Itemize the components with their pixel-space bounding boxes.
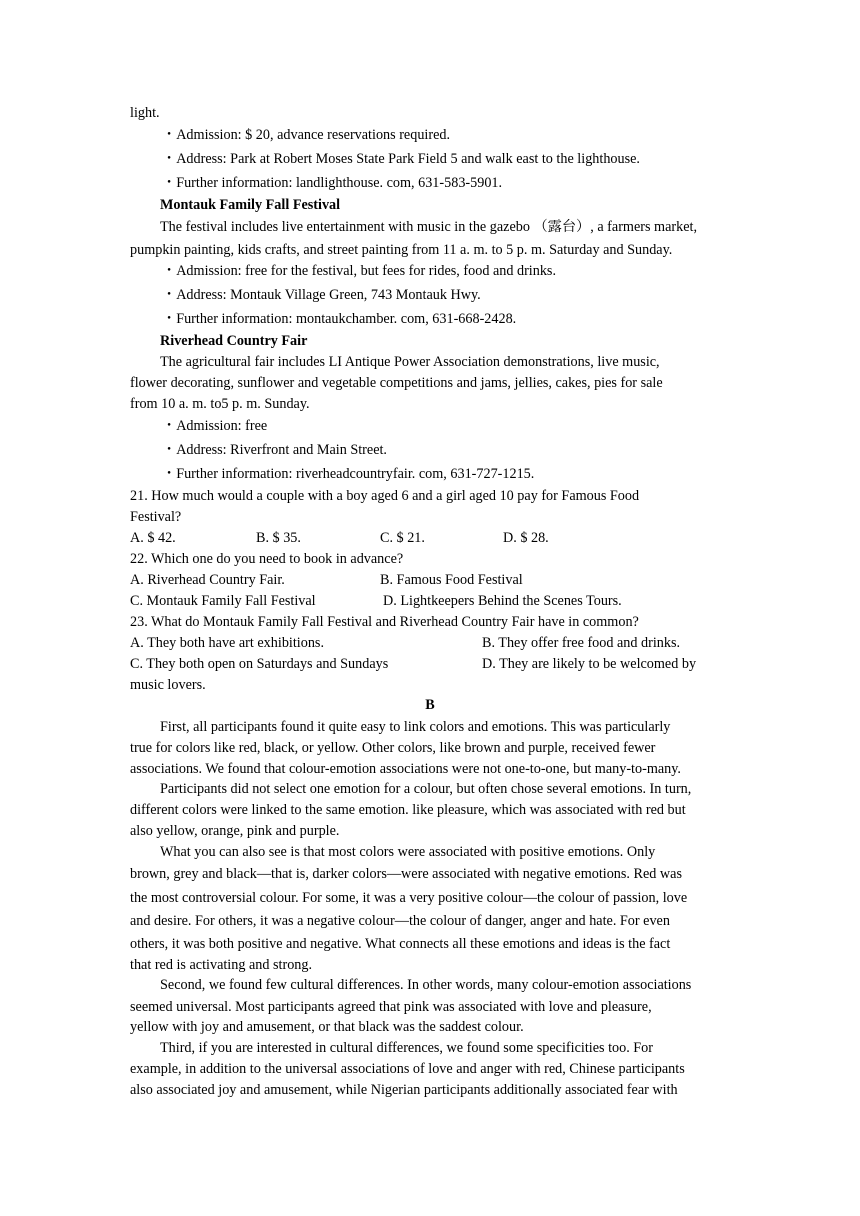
question-stem: 21. How much would a couple with a boy aged 6 and a girl aged 10 pay for Famous Food <box>130 488 640 504</box>
info-line: ・Admission: free <box>162 418 268 434</box>
answer-option: B. $ 35. <box>256 530 301 546</box>
paragraph-line: that red is activating and strong. <box>130 957 313 973</box>
info-line: ・Admission: free for the festival, but fees for rides, food and drinks. <box>162 263 557 279</box>
answer-option: C. Montauk Family Fall Festival <box>130 593 316 609</box>
paragraph-line: yellow with joy and amusement, or that black was the saddest colour. <box>130 1019 524 1035</box>
question-stem: Festival? <box>130 509 182 525</box>
paragraph-line: the most controversial colour. For some, it was a very positive colour—the colour of passion, love <box>130 890 688 906</box>
question-stem: 23. What do Montauk Family Fall Festival and Riverhead Country Fair have in common? <box>130 614 639 630</box>
paragraph-line: brown, grey and black—that is, darker colors—were associated with negative emotions. Red was <box>130 866 682 882</box>
text-line: flower decorating, sunflower and vegetable competitions and jams, jellies, cakes, pies for sale <box>130 375 663 391</box>
paragraph-line: What you can also see is that most colors were associated with positive emotions. Only <box>160 844 656 860</box>
text-line: pumpkin painting, kids crafts, and street painting from 11 a. m. to 5 p. m. Saturday and Sunday. <box>130 242 673 258</box>
paragraph-line: Participants did not select one emotion for a colour, but often chose several emotions. In turn, <box>160 781 692 797</box>
info-line: ・Further information: riverheadcountryfair. com, 631-727-1215. <box>162 466 535 482</box>
question-stem: 22. Which one do you need to book in advance? <box>130 551 404 567</box>
answer-option: D. Lightkeepers Behind the Scenes Tours. <box>383 593 622 609</box>
paragraph-line: also associated joy and amusement, while Nigerian participants additionally associated fear with <box>130 1082 678 1098</box>
info-line: ・Further information: montaukchamber. com, 631-668-2428. <box>162 311 517 327</box>
paragraph-line: others, it was both positive and negative. What connects all these emotions and ideas is the fact <box>130 936 671 952</box>
info-line: ・Address: Montauk Village Green, 743 Montauk Hwy. <box>162 287 481 303</box>
answer-option: D. They are likely to be welcomed by <box>482 656 697 672</box>
info-line: ・Further information: landlighthouse. com, 631-583-5901. <box>162 175 503 191</box>
paragraph-line: and desire. For others, it was a negative colour—the colour of danger, anger and hate. For even <box>130 913 670 929</box>
info-line: ・Address: Park at Robert Moses State Park Field 5 and walk east to the lighthouse. <box>162 151 640 167</box>
paragraph-line: also yellow, orange, pink and purple. <box>130 823 340 839</box>
paragraph-line: associations. We found that colour-emotion associations were not one-to-one, but many-to-many. <box>130 761 681 777</box>
answer-option: C. $ 21. <box>380 530 425 546</box>
paragraph-line: different colors were linked to the same emotion. like pleasure, which was associated with red but <box>130 802 686 818</box>
event-title: Riverhead Country Fair <box>160 333 308 349</box>
info-line: ・Address: Riverfront and Main Street. <box>162 442 387 458</box>
answer-option: D. $ 28. <box>503 530 549 546</box>
info-line: ・Admission: $ 20, advance reservations required. <box>162 127 451 143</box>
section-heading: B <box>425 697 435 713</box>
text-line: music lovers. <box>130 677 206 693</box>
text-line: from 10 a. m. to5 p. m. Sunday. <box>130 396 310 412</box>
paragraph-line: First, all participants found it quite easy to link colors and emotions. This was particularly <box>160 719 671 735</box>
paragraph-line: Third, if you are interested in cultural differences, we found some specificities too. For <box>160 1040 653 1056</box>
text-line: light. <box>130 105 160 121</box>
event-title: Montauk Family Fall Festival <box>160 197 341 213</box>
paragraph-line: seemed universal. Most participants agreed that pink was associated with love and pleasure, <box>130 999 652 1015</box>
answer-option: A. $ 42. <box>130 530 176 546</box>
text-line: The festival includes live entertainment with music in the gazebo （露台）, a farmers market, <box>160 219 697 235</box>
paragraph-line: Second, we found few cultural differences. In other words, many colour-emotion associations <box>160 977 692 993</box>
answer-option: B. Famous Food Festival <box>380 572 523 588</box>
answer-option: B. They offer free food and drinks. <box>482 635 681 651</box>
answer-option: A. They both have art exhibitions. <box>130 635 324 651</box>
paragraph-line: example, in addition to the universal associations of love and anger with red, Chinese participants <box>130 1061 685 1077</box>
answer-option: A. Riverhead Country Fair. <box>130 572 285 588</box>
answer-option: C. They both open on Saturdays and Sundays <box>130 656 389 672</box>
text-line: The agricultural fair includes LI Antique Power Association demonstrations, live music, <box>160 354 660 370</box>
paragraph-line: true for colors like red, black, or yellow. Other colors, like brown and purple, received fewer <box>130 740 656 756</box>
